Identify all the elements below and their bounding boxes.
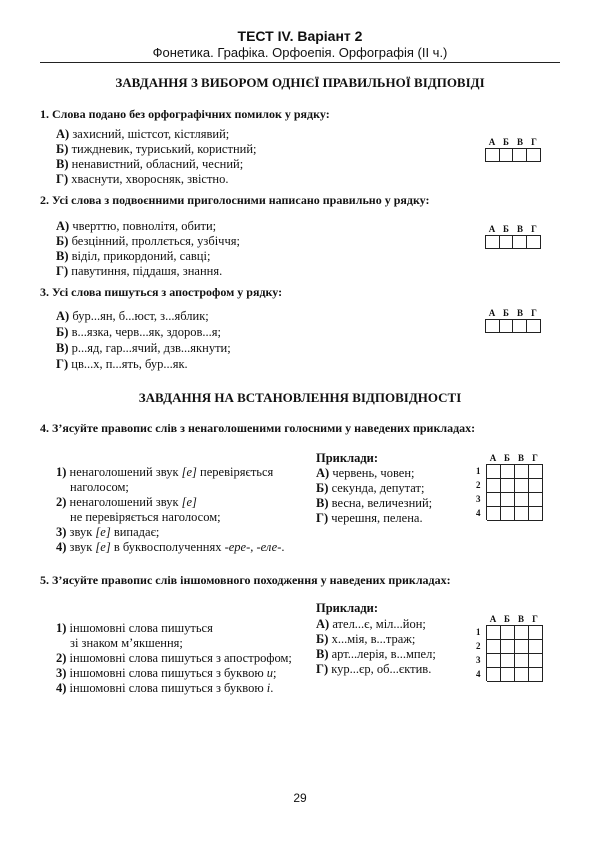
question-2: 2. Усі слова з подвоєнними приголосними написано правильно у рядку: (40, 193, 430, 207)
answer-cell[interactable] (527, 236, 540, 248)
examples-title-4: Приклади: (316, 451, 379, 465)
test-subtitle: Фонетика. Графіка. Орфоепія. Орфографія (ІІ ч.) (152, 45, 448, 60)
question-4-rules: 1) ненаголошений звук [е] перевіряється наголосом; 2) ненаголошений звук [е] не перевіряється наголосом; 3) звук [е] випадає; 4) звук [е] в буквосполученнях -ере-, -еле-. (56, 465, 285, 554)
section-title-single-choice: ЗАВДАННЯ З ВИБОРОМ ОДНІЄЇ ПРАВИЛЬНОЇ ВІДПОВІДІ (115, 75, 485, 90)
answer-cell[interactable] (486, 236, 500, 248)
page-number: 29 (293, 791, 307, 805)
option-d: Г) цв...х, п...ять, бур...як. (56, 357, 188, 371)
option-b: Б) тиждневик, туриський, користний; (56, 142, 257, 156)
answer-cell[interactable] (513, 236, 527, 248)
answer-cell[interactable] (513, 149, 527, 161)
question-1: 1. Слова подано без орфографічних помилок у рядку: (40, 107, 330, 121)
answer-cell[interactable] (500, 149, 514, 161)
option-a: А) чверттю, повнолітя, обити; (56, 219, 217, 233)
answer-cell[interactable] (527, 320, 540, 332)
header-divider (40, 62, 560, 63)
answer-grid-5[interactable]: А Б В Г 1 2 3 4 (476, 614, 558, 681)
question-5-examples: А) ател...є, міл...йон; Б) х...мія, в...траж; В) арт...лерія, в...мпел; Г) кур...єр, об...єктив. (316, 617, 436, 676)
page-header (0, 28, 600, 61)
option-b: Б) безцінний, проллється, узбіччя; (56, 234, 240, 248)
question-4: 4. З’ясуйте правопис слів з ненаголошеними голосними у наведених прикладах: (40, 421, 476, 435)
option-a: А) бур...ян, б...юст, з...яблик; (56, 309, 209, 323)
option-c: В) ненавистний, обласний, чесний; (56, 157, 244, 171)
section-title-matching: ЗАВДАННЯ НА ВСТАНОВЛЕННЯ ВІДПОВІДНОСТІ (138, 390, 462, 405)
answer-grid-4[interactable]: А Б В Г 1 2 3 4 (476, 453, 558, 520)
question-4-examples: А) червень, човен; Б) секунда, депутат; В) весна, величезний; Г) черешня, пелена. (316, 466, 433, 525)
answer-grid-3[interactable]: А Б В Г (485, 308, 541, 333)
examples-title-5: Приклади: (316, 601, 379, 615)
question-3-options (56, 308, 231, 372)
answer-cell[interactable] (513, 320, 527, 332)
option-b: Б) в...язка, черв...як, здоров...я; (56, 325, 221, 339)
option-a: А) захисний, шістсот, кістлявий; (56, 127, 230, 141)
answer-cell[interactable] (500, 236, 514, 248)
answer-cell[interactable] (486, 320, 500, 332)
question-2-options (56, 219, 240, 279)
answer-cell[interactable] (500, 320, 514, 332)
answer-cell[interactable] (486, 149, 500, 161)
option-c: В) віділ, прикордоний, савці; (56, 249, 211, 263)
question-3: 3. Усі слова пишуться з апострофом у рядку: (40, 285, 283, 299)
answer-cell[interactable] (527, 149, 540, 161)
question-5-rules: 1) іншомовні слова пишуться зі знаком м’якшення; 2) іншомовні слова пишуться з апострофом; 3) іншомовні слова пишуться з буквою и; 4) іншомовні слова пишуться з буквою і. (56, 621, 292, 695)
answer-grid-1[interactable]: А Б В Г (485, 137, 541, 162)
question-1-options (56, 127, 256, 187)
option-d: Г) павутиння, піддашя, знання. (56, 264, 223, 278)
option-d: Г) хваснути, хворосняк, звістно. (56, 172, 229, 186)
answer-grid-2[interactable]: А Б В Г (485, 224, 541, 249)
option-c: В) р...яд, гар...ячий, дзв...якнути; (56, 341, 231, 355)
test-title: ТЕСТ IV. Варіант 2 (237, 28, 363, 44)
question-5: 5. З’ясуйте правопис слів іншомовного походження у наведених прикладах: (40, 573, 451, 587)
